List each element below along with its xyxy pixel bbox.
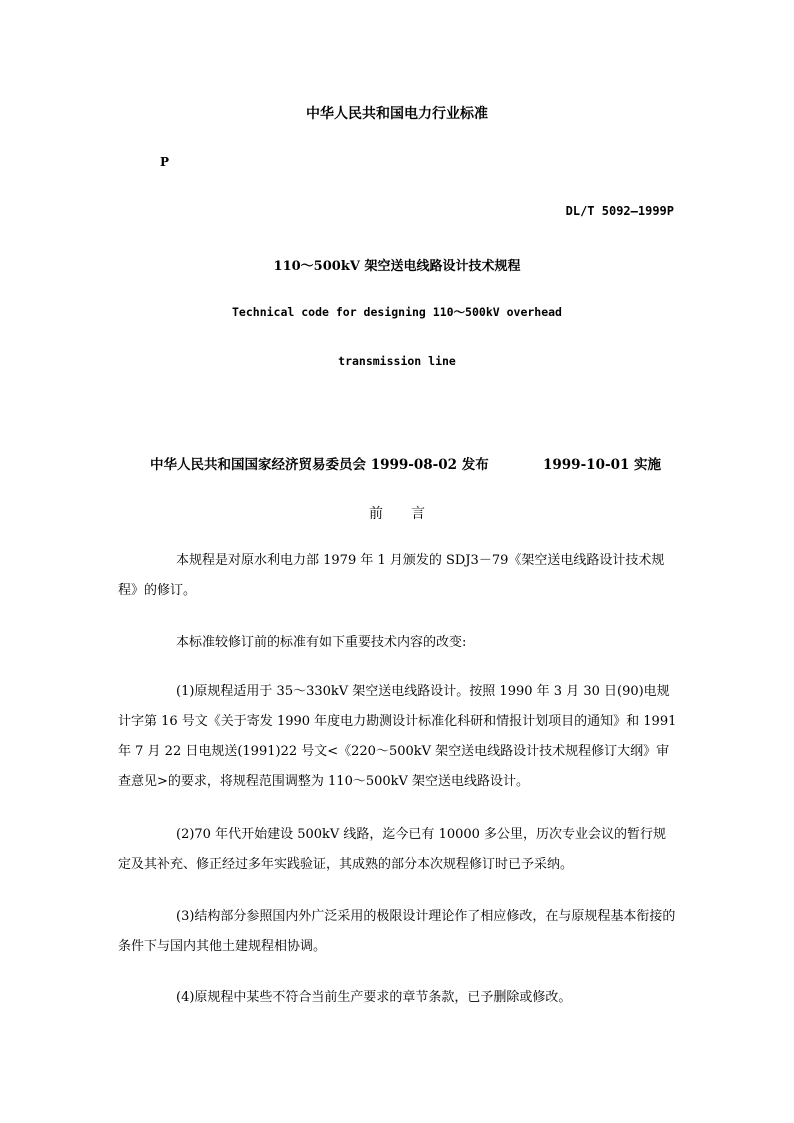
- preface-heading-char-1: 前: [369, 506, 383, 522]
- standard-code: DL/T 5092—1999P: [565, 204, 674, 218]
- preface-paragraph: (1)原规程适用于 35～330kV 架空送电线路设计。按照 1990 年 3 月 30 日(90)电规计字第 16 号文《关于寄发 1990 年度电力勘测设计标准化科研和情报计划项目的通知》和 1991 年 7 月 22 日电规送(1991)22 号文<《220～500kV 架空送电线路设计技术规程修订大纲》审查意见>的要求，将规程范围调整为 110～500kV 架空送电线路设计。: [118, 684, 677, 789]
- document-title-en-line1: Technical code for designing 110～500kV overhead: [232, 305, 562, 319]
- issuer-line: 中华人民共和国国家经济贸易委员会 1999-08-02 发布: [150, 457, 489, 473]
- preface-heading-char-2: 言: [411, 506, 425, 522]
- classification-letter: P: [160, 155, 170, 169]
- document-title-cn: 110～500kV 架空送电线路设计技术规程: [273, 259, 521, 274]
- preface-heading: [0, 503, 794, 523]
- document-title-en-line2: transmission line: [338, 354, 456, 368]
- preface-paragraph: (4)原规程中某些不符合当前生产要求的章节条款，已予删除或修改。: [176, 990, 572, 1005]
- implementation-date: 1999-10-01 实施: [543, 457, 662, 473]
- preface-paragraph: 本规程是对原水利电力部 1979 年 1 月颁发的 SDJ3－79《架空送电线路设计技术规程》的修订。: [118, 553, 665, 598]
- standard-org-title: 中华人民共和国电力行业标准: [306, 106, 488, 122]
- preface-paragraph: (3)结构部分参照国内外广泛采用的极限设计理论作了相应修改，在与原规程基本衔接的条件下与国内其他土建规程相协调。: [118, 909, 676, 954]
- preface-paragraph: (2)70 年代开始建设 500kV 线路，迄今已有 10000 多公里，历次专业会议的暂行规定及其补充、修正经过多年实践验证，其成熟的部分本次规程修订时已予采纳。: [118, 827, 667, 872]
- preface-paragraph: 本标准较修订前的标准有如下重要技术内容的改变:: [176, 635, 467, 650]
